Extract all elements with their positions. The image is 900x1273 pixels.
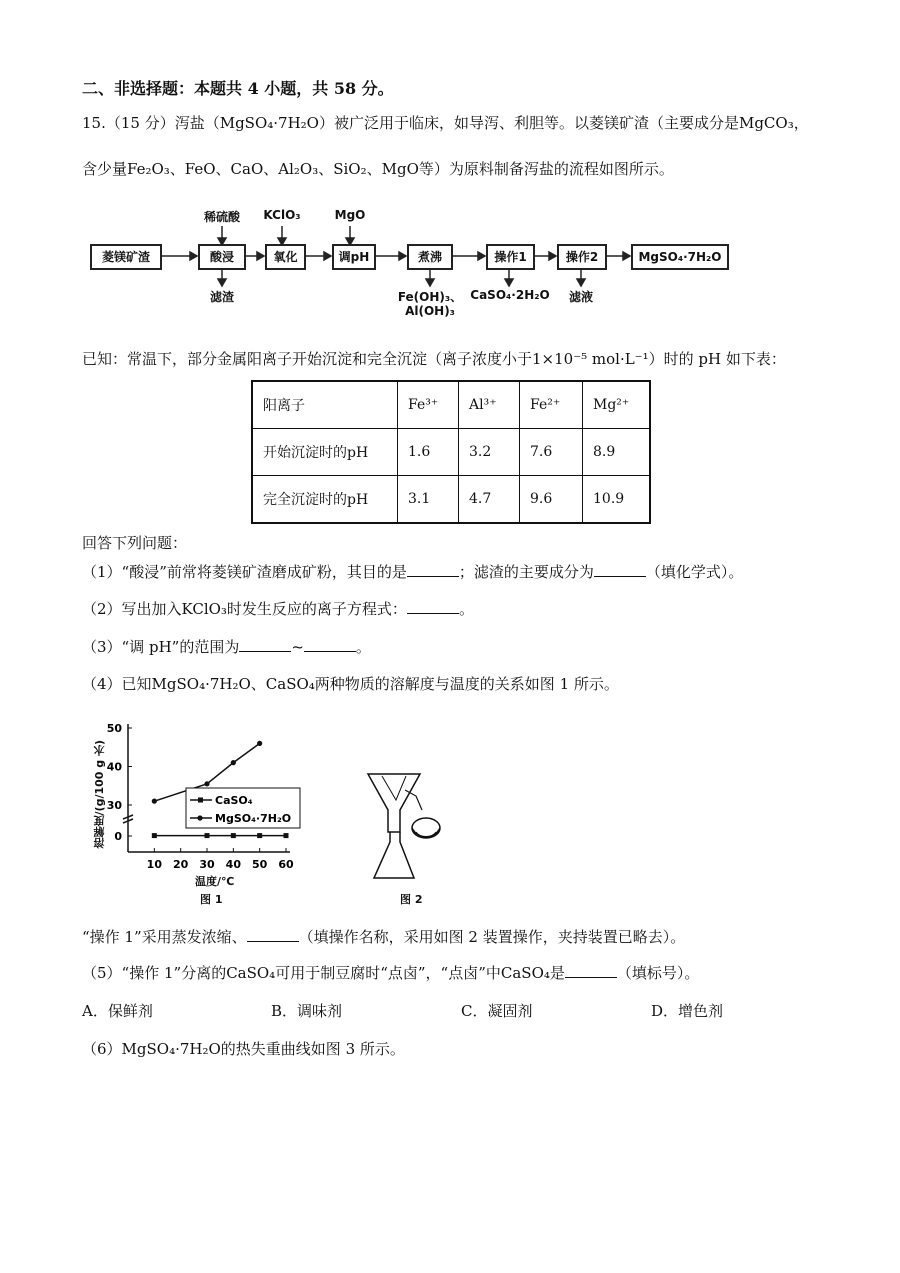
table-cell: 7.6 <box>520 429 583 476</box>
table-cell: 阳离子 <box>252 381 398 429</box>
q4b-text-a: “操作 1”采用蒸发浓缩、 <box>82 928 247 946</box>
flow-output-filtrate: 滤液 <box>568 290 593 304</box>
fig1-xtick-label: 20 <box>173 858 189 871</box>
flow-step-product: MgSO₄·7H₂O <box>631 244 729 270</box>
heater-shape <box>412 818 440 838</box>
section-header: 二、非选择题：本题共 4 小题，共 58 分。 <box>82 79 394 98</box>
q4b-text-b: （填操作名称，采用如图 2 装置操作，夹持装置已略去）。 <box>298 928 686 946</box>
table-cell: 4.7 <box>459 476 520 524</box>
caso4-point <box>257 833 262 838</box>
mgso4-point <box>231 760 236 765</box>
flow-output-aloh3: Al(OH)₃ <box>405 304 455 318</box>
fig1-xtick-label: 30 <box>199 858 215 871</box>
caso4-point <box>284 833 289 838</box>
fig1-ytick-label: 50 <box>106 722 122 735</box>
flow-input-mgo: MgO <box>334 208 366 222</box>
flask-shape <box>374 832 414 878</box>
fig1-ylabel: 溶解度/(g/100 g 水) <box>93 740 106 849</box>
q2-text-b: 。 <box>458 600 474 618</box>
answer-blank[interactable] <box>594 562 646 577</box>
answer-blank[interactable] <box>247 927 299 942</box>
table-cell: 8.9 <box>583 429 651 476</box>
flow-step-ph: 调pH <box>332 244 376 270</box>
answer-intro: 回答下列问题： <box>82 534 188 552</box>
q2-text-a: （2）写出加入KClO₃时发生反应的离子方程式： <box>82 600 407 618</box>
q3-text-a: （3）“调 pH”的范围为 <box>82 638 240 656</box>
legend-caso4-label: CaSO₄ <box>215 794 253 807</box>
q3-tilde: ~ <box>291 638 304 656</box>
flow-output-feoh3: Fe(OH)₃、 <box>397 290 463 304</box>
flow-output-caso4: CaSO₄·2H₂O <box>470 288 550 302</box>
legend-caso4-marker <box>198 798 203 803</box>
flow-step-acid: 酸浸 <box>198 244 246 270</box>
table-cell: 10.9 <box>583 476 651 524</box>
fig2-caption: 图 2 <box>400 893 423 906</box>
caso4-point <box>231 833 236 838</box>
table-cell: 完全沉淀时的pH <box>252 476 398 524</box>
legend-mgso4-marker <box>197 815 202 820</box>
option-c[interactable]: C．凝固剂 <box>461 1002 533 1020</box>
flow-step-boil: 煮沸 <box>407 244 453 270</box>
table-cell: 1.6 <box>398 429 459 476</box>
flow-step-raw: 菱镁矿渣 <box>90 244 162 270</box>
flow-output-residue: 滤渣 <box>209 290 234 304</box>
table-cell: 9.6 <box>520 476 583 524</box>
flow-step-op1: 操作1 <box>486 244 535 270</box>
table-row <box>252 429 650 476</box>
question-4: （4）已知MgSO₄·7H₂O、CaSO₄两种物质的溶解度与温度的关系如图 1 所示。 <box>82 675 619 693</box>
q1-text-c: （填化学式）。 <box>645 563 744 581</box>
table-cell: Fe²⁺ <box>520 381 583 429</box>
option-d[interactable]: D．增色剂 <box>651 1002 724 1020</box>
answer-blank[interactable] <box>407 562 459 577</box>
caso4-point <box>205 833 210 838</box>
q5-text-b: （填标号）。 <box>616 964 700 982</box>
answer-blank[interactable] <box>239 637 291 652</box>
question-1 <box>82 561 743 582</box>
flow-input-kclo3: KClO₃ <box>263 208 301 222</box>
fig1-caption: 图 1 <box>200 893 223 906</box>
fig1-ytick-label: 40 <box>106 760 122 774</box>
table-cell: Fe³⁺ <box>398 381 459 429</box>
fig1-xtick-label: 40 <box>225 858 241 871</box>
question-5 <box>82 962 699 983</box>
table-cell: 3.2 <box>459 429 520 476</box>
table-cell: 开始沉淀时的pH <box>252 429 398 476</box>
table-cell: Mg²⁺ <box>583 381 651 429</box>
flow-arrows <box>0 0 900 330</box>
mgso4-point <box>152 799 157 804</box>
funnel-shape <box>368 774 420 832</box>
fig1-xtick-label: 50 <box>252 858 268 871</box>
option-a[interactable]: A．保鲜剂 <box>82 1002 153 1020</box>
question-6: （6）MgSO₄·7H₂O的热失重曲线如图 3 所示。 <box>82 1040 405 1058</box>
fig1-xlabel: 温度/℃ <box>195 875 235 888</box>
mgso4-point <box>204 781 209 786</box>
answer-blank[interactable] <box>565 963 617 978</box>
question-3 <box>82 636 371 657</box>
q5-text-a: （5）“操作 1”分离的CaSO₄可用于制豆腐时“点卤”，“点卤”中CaSO₄是 <box>82 964 565 982</box>
flow-step-op2: 操作2 <box>557 244 607 270</box>
legend-mgso4-label: MgSO₄·7H₂O <box>215 812 292 825</box>
answer-blank[interactable] <box>304 637 356 652</box>
caso4-point <box>152 833 157 838</box>
fig1-ytick-label: 0 <box>114 830 122 843</box>
fig1-xtick-label: 10 <box>146 858 162 871</box>
q1-text-a: （1）“酸浸”前常将菱镁矿渣磨成矿粉，其目的是 <box>82 563 407 581</box>
option-b[interactable]: B．调味剂 <box>271 1002 343 1020</box>
q3-text-c: 。 <box>355 638 371 656</box>
known-condition: 已知：常温下，部分金属阳离子开始沉淀和完全沉淀（离子浓度小于1×10⁻⁵ mol·L⁻¹）时的 pH 如下表： <box>82 350 786 368</box>
fig1-ytick-label: 30 <box>106 799 122 812</box>
table-row <box>252 476 650 524</box>
table-cell: Al³⁺ <box>459 381 520 429</box>
answer-blank[interactable] <box>407 599 459 614</box>
question-2 <box>82 598 474 619</box>
q15-line1: 15.（15 分）泻盐（MgSO₄·7H₂O）被广泛用于临床，如导泻、利胆等。以菱镁矿渣（主要成分是MgCO₃， <box>82 114 809 132</box>
evaporation-apparatus-figure <box>360 770 470 890</box>
q15-line2: 含少量Fe₂O₃、FeO、CaO、Al₂O₃、SiO₂、MgO等）为原料制备泻盐的流程如图所示。 <box>82 160 674 178</box>
mgso4-point <box>257 741 262 746</box>
flow-step-oxidize: 氧化 <box>265 244 306 270</box>
fig1-xtick-label: 60 <box>278 858 294 871</box>
flow-input-h2so4: 稀硫酸 <box>203 210 240 224</box>
table-cell: 3.1 <box>398 476 459 524</box>
q1-text-b: ；滤渣的主要成分为 <box>458 563 594 581</box>
question-4b <box>82 926 685 947</box>
ion-ph-table <box>251 380 651 524</box>
table-header-row <box>252 381 650 429</box>
